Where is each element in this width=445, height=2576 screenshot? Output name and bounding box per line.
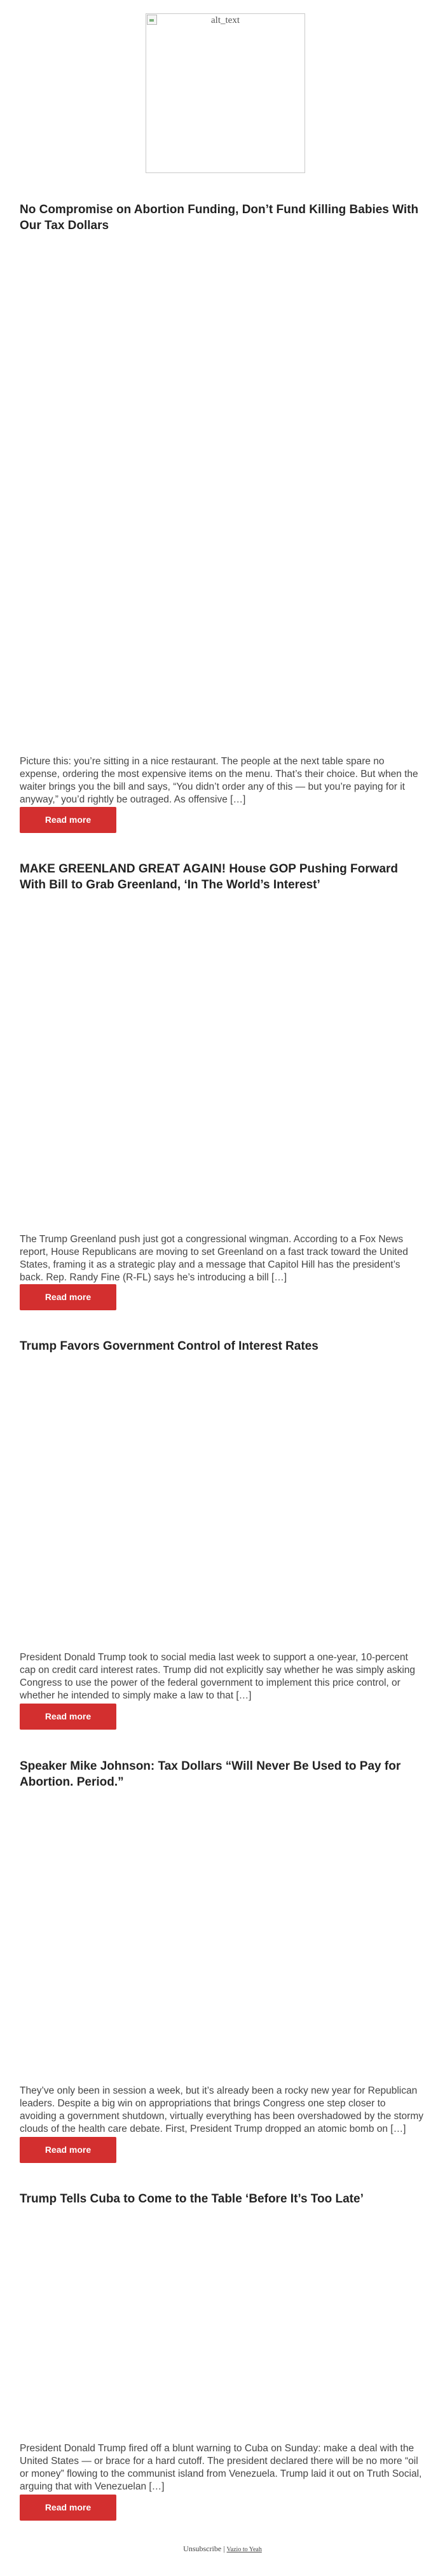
article-image[interactable]	[20, 1798, 424, 2084]
article-image[interactable]	[20, 900, 424, 1231]
footer-link[interactable]: Vazio to Yeah	[226, 2546, 262, 2553]
article-title[interactable]: MAKE GREENLAND GREAT AGAIN! House GOP Pushing Forward With Bill to Grab Greenland, ‘In The World’s Interest’	[20, 862, 399, 892]
article-summary: President Donald Trump took to social media last week to support a one-year, 10-percent cap on credit card interest rates. Trump did not explicitly say whether he was simply asking Congress to use the power of the federal government to implement this price control, or whether he intended to simply make a law to that […]	[20, 1652, 415, 1701]
logo-image-placeholder	[146, 13, 305, 173]
article-summary: President Donald Trump fired off a blunt warning to Cuba on Sunday: make a deal with the United States — or brace for a hard cutoff. The president declared there will be no more “oil or money” flowing to the communist island from Venezuela. Trump laid it out on Truth Social, arguing that with Venezuelan […]	[20, 2443, 422, 2492]
read-more-button[interactable]: Read more	[20, 1284, 116, 1310]
article-image[interactable]	[20, 1361, 424, 1648]
article-summary: They’ve only been in session a week, but it’s already been a rocky new year for Republican leaders. Despite a big win on appropriations that brings Congress one step closer to avoiding a government shutdown, virtually everything has been overshadowed by the stormy clouds of the health care debate. First, President Trump dropped an atomic bomb on […]	[20, 2085, 424, 2134]
logo-alt-text: alt_text	[211, 15, 240, 25]
read-more-button[interactable]: Read more	[20, 1704, 116, 1730]
article-card	[20, 202, 424, 833]
footer	[0, 2544, 445, 2554]
article-title[interactable]: Trump Favors Government Control of Interest Rates	[20, 1340, 318, 1353]
read-more-button[interactable]: Read more	[20, 2495, 116, 2521]
article-title[interactable]: Speaker Mike Johnson: Tax Dollars “Will Never Be Used to Pay for Abortion. Period.”	[20, 1760, 401, 1789]
article-image[interactable]	[20, 2214, 424, 2437]
header-logo	[146, 13, 305, 173]
article-title[interactable]: No Compromise on Abortion Funding, Don’t Fund Killing Babies With Our Tax Dollars	[20, 203, 419, 232]
article-summary: Picture this: you’re sitting in a nice restaurant. The people at the next table spare no expense, ordering the most expensive items on the menu. That’s their choice. But when the waiter brings you the bill and says, “You didn’t order any of this — but you’re paying for it anyway,” you’d rightly be outraged. As offensive […]	[20, 756, 418, 805]
article-card	[20, 1338, 424, 1730]
article-image[interactable]	[20, 242, 424, 752]
article-title[interactable]: Trump Tells Cuba to Come to the Table ‘Before It’s Too Late’	[20, 2192, 364, 2206]
article-card	[20, 2191, 424, 2522]
article-card	[20, 861, 424, 1312]
article-summary: The Trump Greenland push just got a congressional wingman. According to a Fox News report, House Republicans are moving to set Greenland on a fast track toward the United States, framing it as a strategic play and a message that Capitol Hill has the president’s back. Rep. Randy Fine (R-FL) says he’s introducing a bill […]	[20, 1234, 408, 1283]
read-more-button[interactable]: Read more	[20, 2137, 116, 2163]
unsubscribe-text: Unsubscribe |	[183, 2544, 225, 2553]
read-more-button[interactable]: Read more	[20, 807, 116, 833]
article-card	[20, 1758, 424, 2163]
